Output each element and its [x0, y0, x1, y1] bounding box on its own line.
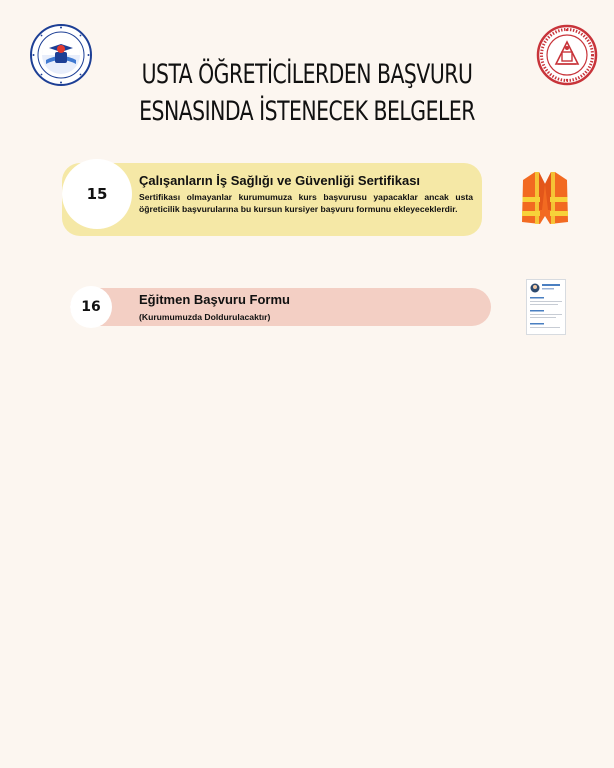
page-title-line-1: USTA ÖĞRETİCİLERDEN BAŞVURU: [141, 59, 473, 90]
resume-form-icon: [526, 279, 566, 335]
item-title: Çalışanların İş Sağlığı ve Güvenliği Sertifikası: [139, 173, 421, 188]
item-title: Eğitmen Başvuru Formu: [139, 292, 290, 307]
item-description: Sertifikası olmayanlar kurumumuza kurs başvurusu yapacaklar ancak usta öğreticilik başvurularına bu kursun kursiyer başvuru formunu ekleyeceklerdir.: [139, 192, 473, 214]
item-note: (Kurumumuzda Doldurulacaktır): [139, 312, 271, 322]
page-title: [49, 56, 565, 130]
safety-vest-icon: [520, 170, 570, 226]
item-number: 16: [70, 286, 112, 328]
document-item-16: [70, 288, 491, 326]
item-number: 15: [62, 159, 132, 229]
page-title-line-2: ESNASINDA İSTENECEK BELGELER: [139, 96, 475, 127]
document-item-15: [62, 163, 482, 236]
